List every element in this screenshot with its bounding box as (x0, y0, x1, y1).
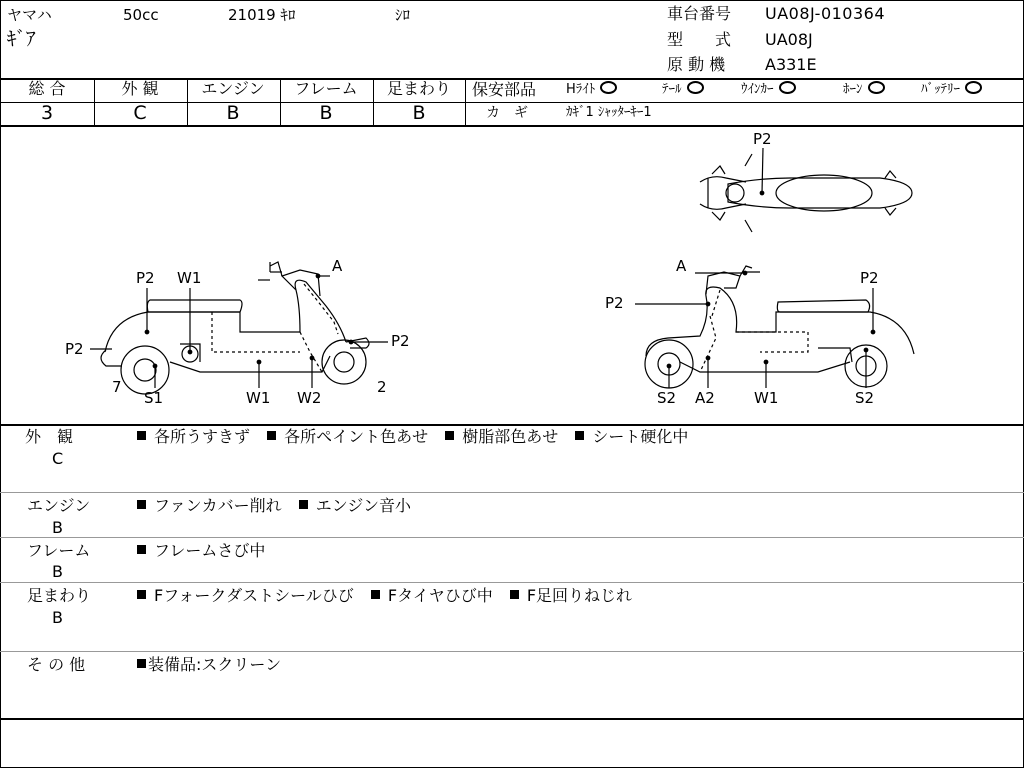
section-other-notes: 装備品:スクリーン (137, 657, 281, 673)
notes-top-border (0, 424, 1024, 426)
notes-divider (0, 582, 1024, 583)
bullet-square-icon (510, 590, 519, 599)
safety-parts-title: 保安部品 (472, 80, 537, 99)
bullet-square-icon (137, 659, 146, 668)
bullet-square-icon (137, 431, 146, 440)
diagram-label-right-s2-front: S2 (657, 389, 677, 407)
safety-row-mid-border (465, 102, 1024, 103)
section-frame-title: フレーム (27, 541, 91, 560)
bullet-square-icon (267, 431, 276, 440)
grade-engine-label: エンジン (201, 79, 265, 98)
diagram-label-left-7: 7 (112, 378, 122, 396)
notes-divider (0, 492, 1024, 493)
safety-item-winker: ｳｲﾝｶｰ (741, 83, 796, 96)
mileage: 21019 ｷﾛ (228, 6, 296, 24)
ok-circle-icon (965, 81, 982, 94)
key-value: ｶｷﾞ1 ｼｬｯﾀｰｷｰ1 (566, 105, 652, 120)
grade-exterior-label: 外 観 (121, 79, 159, 98)
diagram-label-right-a: A (676, 257, 687, 275)
diagram-label-top-p2: P2 (753, 130, 772, 148)
diagram-label-right-a2: A2 (695, 389, 715, 407)
bullet-square-icon (137, 545, 146, 554)
diagram-label-left-w2: W2 (297, 389, 322, 407)
frame-number: UA08J-010364 (765, 4, 886, 23)
diagram-label-right-w1: W1 (754, 389, 779, 407)
bullet-square-icon (445, 431, 454, 440)
section-suspension-grade: B (52, 608, 63, 627)
engine-label: 原 動 機 (667, 55, 726, 74)
section-other-title: そ の 他 (27, 655, 86, 674)
section-suspension-title: 足まわり (27, 586, 92, 605)
type-label: 型 式 (667, 30, 732, 49)
ok-circle-icon (868, 81, 885, 94)
scooter-top-view (700, 154, 912, 232)
key-label: カ ギ (486, 105, 528, 121)
grade-overall-label: 総 合 (28, 79, 66, 98)
grade-suspension-label: 足まわり (386, 79, 451, 98)
grade-exterior-value: C (133, 102, 147, 124)
diagram-label-left-p2-rear: P2 (65, 340, 84, 358)
displacement: 50cc (123, 6, 159, 24)
notes-divider (0, 537, 1024, 538)
right-leader-lines (635, 148, 873, 388)
grade-engine-value: B (226, 102, 240, 124)
grade-overall-value: 3 (40, 102, 54, 124)
section-suspension-notes: Fフォークダストシールひび Fタイヤひび中 F足回りねじれ (137, 588, 632, 604)
section-frame-grade: B (52, 562, 63, 581)
ok-circle-icon (687, 81, 704, 94)
section-engine-grade: B (52, 518, 63, 537)
color: ｼﾛ (395, 6, 411, 24)
grade-frame-label: フレーム (294, 79, 358, 98)
section-exterior-title: 外 観 (25, 427, 74, 446)
safety-item-battery: ﾊﾞｯﾃﾘｰ (921, 83, 982, 96)
bullet-square-icon (137, 500, 146, 509)
bullet-square-icon (137, 590, 146, 599)
frame-number-label: 車台番号 (667, 4, 732, 23)
diagram-label-right-p2-rear: P2 (860, 269, 879, 287)
grade-frame-value: B (319, 102, 333, 124)
diagram-label-left-a: A (332, 257, 343, 275)
bullet-square-icon (371, 590, 380, 599)
diagram-label-left-w1-bottom: W1 (246, 389, 271, 407)
safety-item-headlight: Hﾗｲﾄ (566, 83, 617, 96)
ok-circle-icon (600, 81, 617, 94)
ok-circle-icon (779, 81, 796, 94)
diagram-label-right-p2-front: P2 (605, 294, 624, 312)
section-engine-title: エンジン (27, 496, 91, 515)
bullet-square-icon (299, 500, 308, 509)
safety-item-tail: ﾃｰﾙ (662, 83, 704, 96)
section-frame-notes: フレームさび中 (137, 543, 265, 559)
grade-suspension-value: B (412, 102, 426, 124)
section-engine-notes: ファンカバー削れ エンジン音小 (137, 498, 411, 514)
diagram-label-left-p2-front: P2 (391, 332, 410, 350)
left-leader-lines (90, 276, 388, 388)
diagram-label-left-s1: S1 (144, 389, 164, 407)
safety-item-horn: ﾎｰﾝ (843, 83, 885, 96)
diagram-label-left-w1-top: W1 (177, 269, 202, 287)
diagram-label-left-2: 2 (377, 378, 387, 396)
grade-divider (465, 79, 466, 125)
diagram-label-right-s2-rear: S2 (855, 389, 875, 407)
type-value: UA08J (765, 30, 813, 49)
engine-value: A331E (765, 55, 817, 74)
section-exterior-notes: 各所うすきず 各所ペイント色あせ 樹脂部色あせ シート硬化中 (137, 429, 688, 445)
notes-bottom-border (0, 718, 1024, 720)
section-exterior-grade: C (52, 449, 64, 468)
diagram-label-left-p2-seat: P2 (136, 269, 155, 287)
maker: ヤマハ (7, 6, 52, 24)
bullet-square-icon (575, 431, 584, 440)
model-name: ｷﾞｱ (7, 28, 36, 50)
notes-divider (0, 651, 1024, 652)
